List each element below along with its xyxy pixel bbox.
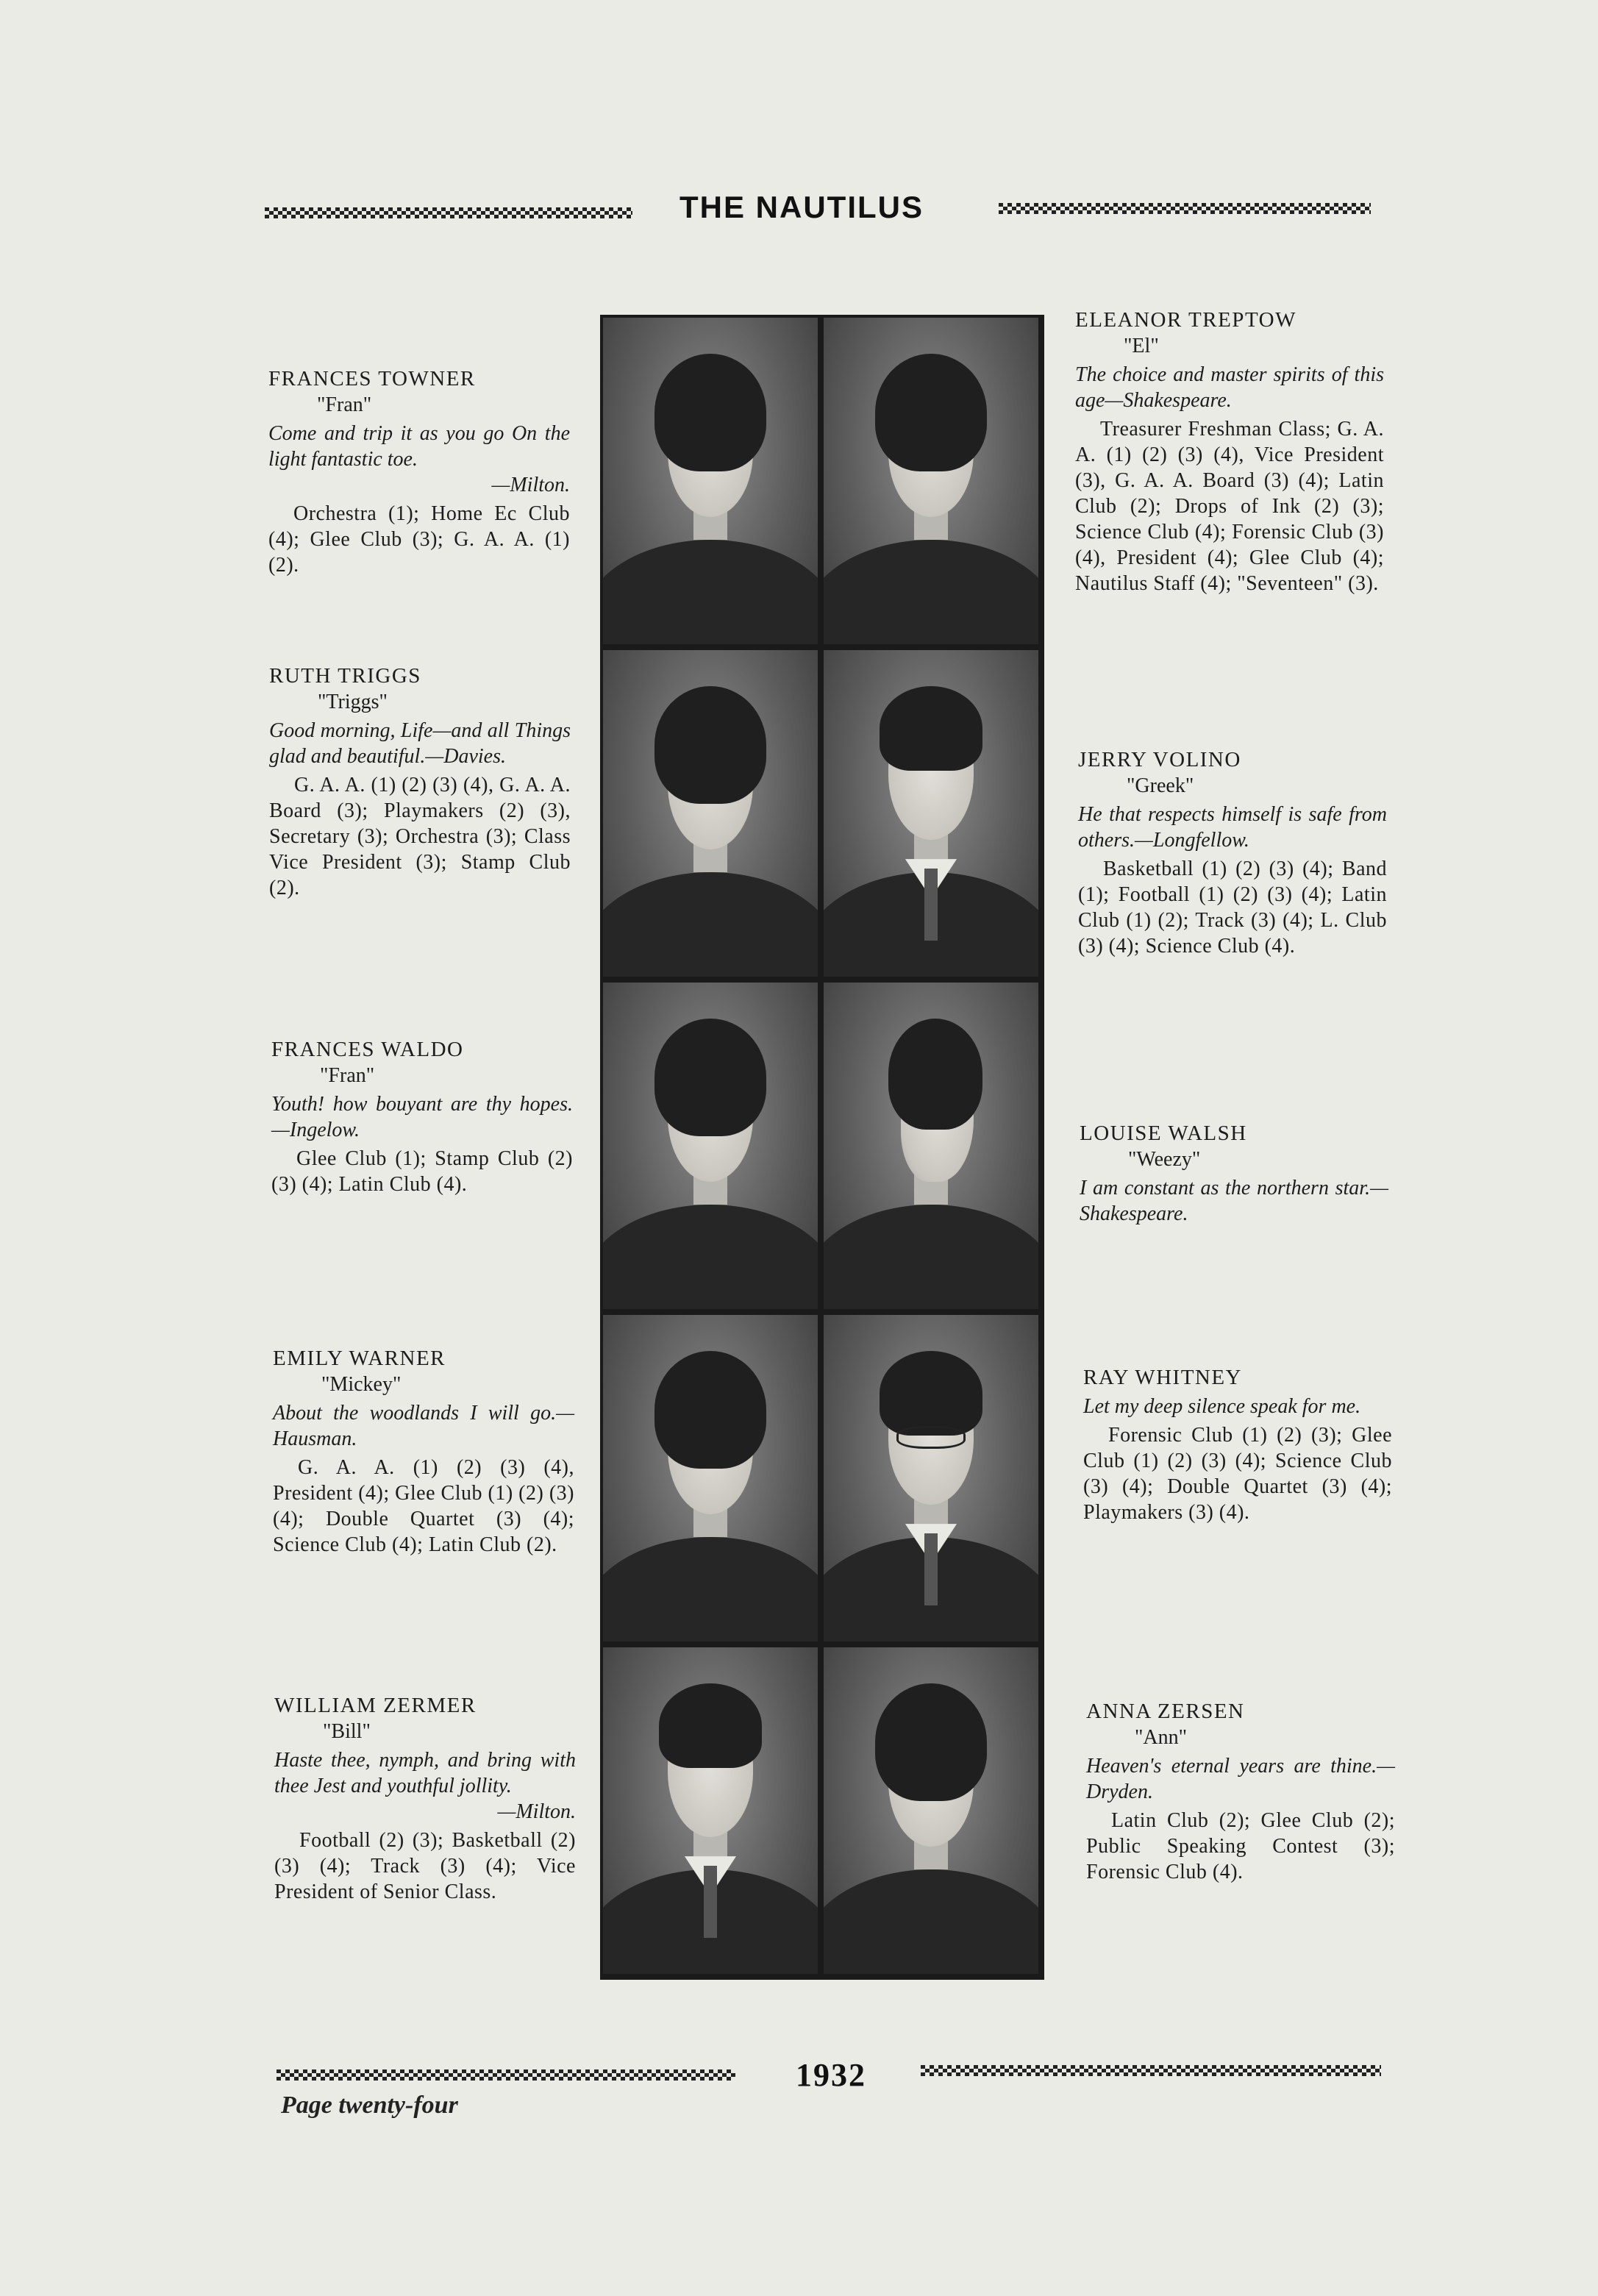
footer-year: 1932 bbox=[796, 2057, 866, 2093]
student-quote: About the woodlands I will go.—Hausman. bbox=[273, 1402, 574, 1450]
student-nickname: "Fran" bbox=[317, 393, 372, 416]
student-activities: Orchestra (1); Home Ec Club (4); Glee Club (3); G. A. A. (1) (2). bbox=[268, 502, 570, 577]
student-activities: Forensic Club (1) (2) (3); Glee Club (1) (2) (3) (4); Science Club (3) (4); Double Quartet (3) (4); Playmakers (3) (4). bbox=[1083, 1424, 1392, 1524]
student-nickname: "El" bbox=[1124, 335, 1159, 357]
student-quote: The choice and master spirits of this age—Shakespeare. bbox=[1075, 363, 1384, 412]
student-quote: Come and trip it as you go On the light fantastic toe. —Milton. bbox=[268, 422, 570, 496]
portrait-william-zermer bbox=[603, 1647, 818, 1974]
student-quote: Youth! how bouyant are thy hopes.—Ingelow. bbox=[271, 1093, 573, 1141]
student-nickname: "Triggs" bbox=[318, 691, 388, 713]
student-quote: Let my deep silence speak for me. bbox=[1083, 1395, 1361, 1418]
senior-entry-frances-waldo bbox=[271, 1037, 573, 1197]
student-name: EMILY WARNER bbox=[273, 1347, 446, 1370]
student-name: ANNA ZERSEN bbox=[1086, 1700, 1245, 1723]
page-number-label: Page twenty-four bbox=[281, 2092, 458, 2119]
student-nickname: "Weezy" bbox=[1128, 1148, 1201, 1171]
student-activities: Latin Club (2); Glee Club (2); Public Speaking Contest (3); Forensic Club (4). bbox=[1086, 1809, 1395, 1883]
student-nickname: "Bill" bbox=[323, 1720, 371, 1743]
student-name: RUTH TRIGGS bbox=[269, 664, 421, 688]
portrait-anna-zersen bbox=[824, 1647, 1038, 1974]
senior-entry-eleanor-treptow bbox=[1075, 307, 1384, 596]
student-name: LOUISE WALSH bbox=[1080, 1122, 1247, 1145]
header-rule-right bbox=[999, 203, 1371, 215]
portrait-ray-whitney bbox=[824, 1315, 1038, 1641]
student-name: ELEANOR TREPTOW bbox=[1075, 308, 1296, 332]
senior-entry-william-zermer bbox=[274, 1693, 576, 1905]
student-activities: Glee Club (1); Stamp Club (2) (3) (4); Latin Club (4). bbox=[271, 1147, 573, 1196]
student-name: FRANCES WALDO bbox=[271, 1038, 464, 1061]
portrait-emily-warner bbox=[603, 1315, 818, 1641]
student-nickname: "Mickey" bbox=[321, 1373, 402, 1396]
senior-entry-jerry-volino bbox=[1078, 747, 1387, 959]
senior-entry-louise-walsh bbox=[1080, 1121, 1388, 1227]
student-activities: Treasurer Freshman Class; G. A. A. (1) (2) (3) (4), Vice President (3), G. A. A. Board (3) (4); Latin Club (2); Drops of Ink (2) (3); Science Club (4); Forensic Club (3) (4), President (4); Glee Club (4); Nautilus Staff (4); "Seventeen" (3). bbox=[1075, 418, 1384, 595]
senior-entry-frances-towner bbox=[268, 366, 570, 578]
portrait-frances-towner bbox=[603, 318, 818, 644]
senior-entry-ruth-triggs bbox=[269, 663, 571, 901]
student-activities: G. A. A. (1) (2) (3) (4), President (4); Glee Club (1) (2) (3) (4); Double Quartet (3) (4); Science Club (4); Latin Club (2). bbox=[273, 1456, 574, 1556]
footer-rule-left bbox=[277, 2069, 735, 2081]
portrait-jerry-volino bbox=[824, 650, 1038, 977]
student-quote: Haste thee, nymph, and bring with thee Jest and youthful jollity. —Milton. bbox=[274, 1749, 576, 1823]
student-name: WILLIAM ZERMER bbox=[274, 1694, 477, 1717]
quote-attribution: —Milton. bbox=[491, 474, 570, 496]
student-name: FRANCES TOWNER bbox=[268, 367, 476, 391]
student-activities: Basketball (1) (2) (3) (4); Band (1); Football (1) (2) (3) (4); Latin Club (1) (2); Track (3) (4); L. Club (3) (4); Science Club (4). bbox=[1078, 858, 1387, 958]
portrait-frances-waldo bbox=[603, 983, 818, 1309]
student-quote: Good morning, Life—and all Things glad and beautiful.—Davies. bbox=[269, 719, 571, 768]
student-activities: G. A. A. (1) (2) (3) (4), G. A. A. Board (3); Playmakers (2) (3), Secretary (3); Orchestra (3); Class Vice President (3); Stamp Club (2). bbox=[269, 774, 571, 899]
portrait-grid bbox=[600, 315, 1044, 1980]
student-quote: He that respects himself is safe from others.—Longfellow. bbox=[1078, 803, 1387, 852]
quote-attribution: —Milton. bbox=[497, 1800, 576, 1823]
student-quote: Heaven's eternal years are thine.—Dryden. bbox=[1086, 1755, 1395, 1803]
student-nickname: "Greek" bbox=[1127, 774, 1194, 797]
student-quote: I am constant as the northern star.—Shakespeare. bbox=[1080, 1177, 1388, 1225]
student-nickname: "Ann" bbox=[1135, 1726, 1188, 1749]
senior-entry-emily-warner bbox=[273, 1346, 574, 1558]
student-nickname: "Fran" bbox=[320, 1064, 375, 1087]
portrait-eleanor-treptow bbox=[824, 318, 1038, 644]
portrait-ruth-triggs bbox=[603, 650, 818, 977]
student-name: JERRY VOLINO bbox=[1078, 748, 1241, 771]
student-name: RAY WHITNEY bbox=[1083, 1366, 1243, 1389]
page-header-title: THE NAUTILUS bbox=[679, 190, 924, 224]
header-rule-left bbox=[265, 207, 632, 219]
portrait-louise-walsh bbox=[824, 983, 1038, 1309]
senior-entry-ray-whitney bbox=[1083, 1365, 1392, 1525]
senior-entry-anna-zersen bbox=[1086, 1699, 1395, 1885]
student-activities: Football (2) (3); Basketball (2) (3) (4); Track (3) (4); Vice President of Senior Class. bbox=[274, 1829, 576, 1903]
footer-rule-right bbox=[921, 2065, 1381, 2077]
